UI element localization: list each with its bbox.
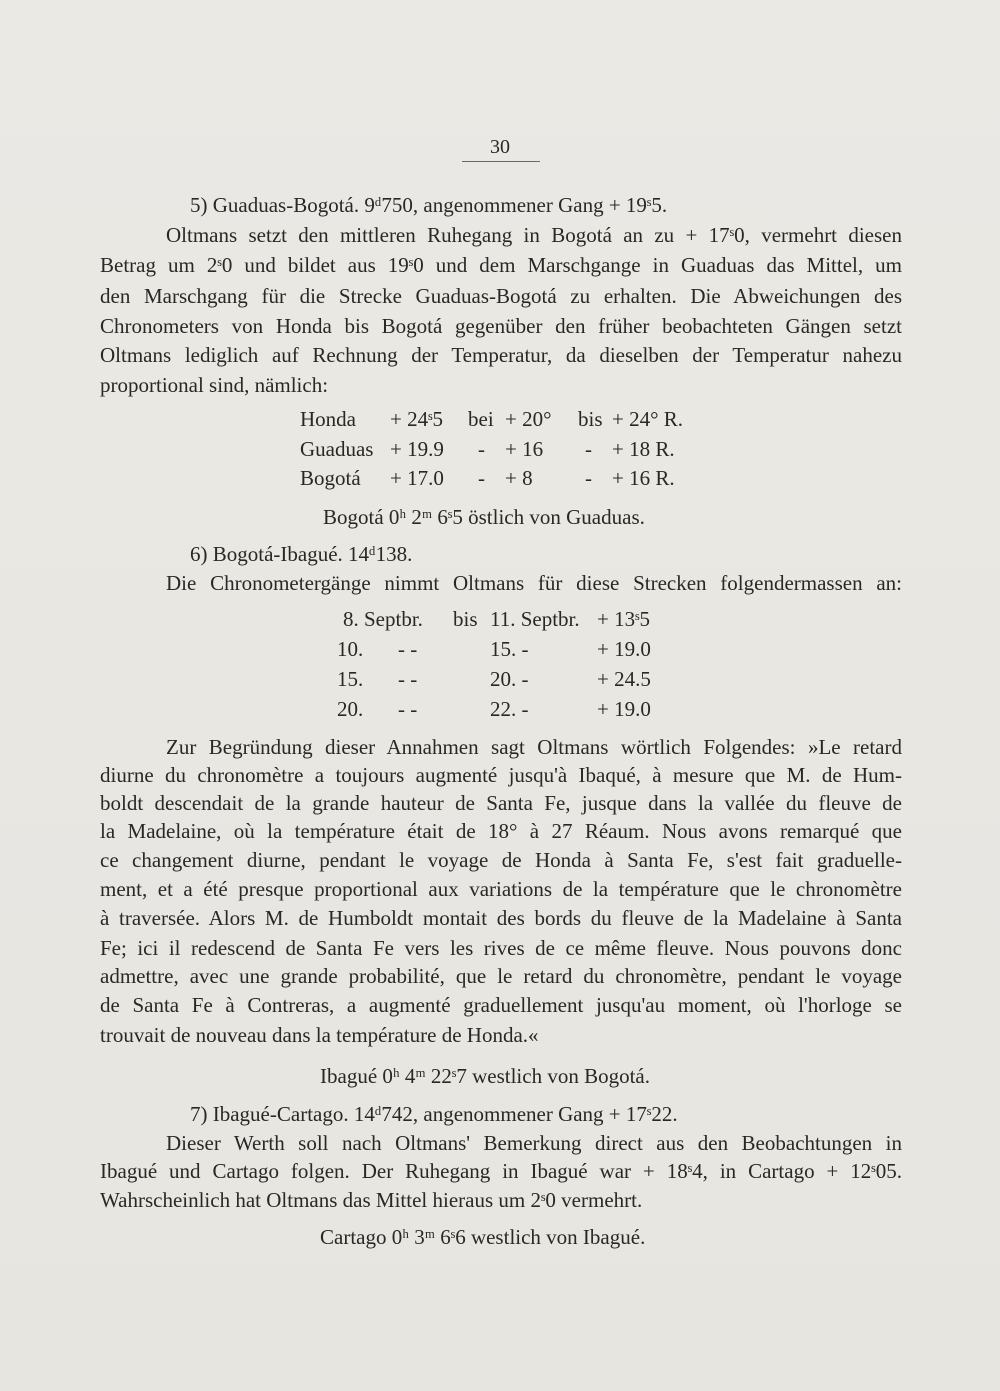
from-cell: 20. <box>337 697 364 721</box>
section-5-heading: 5) Guaduas-Bogotá. 9ᵈ750, angenommener Gang + 19ˢ5. <box>190 193 668 217</box>
section-5-line-3: den Marschgang für die Strecke Guaduas-Bogotá zu erhalten. Die Abweichungen des <box>100 284 902 308</box>
to-cell: 15. - <box>490 637 529 661</box>
section-6-line-7: à traversée. Alors M. de Humboldt montait des bords du fleuve de la Madelaine à Santa <box>100 906 902 930</box>
section-5-line-1: Oltmans setzt den mittleren Ruhegang in Bogotá an zu + 17ˢ0, vermehrt diesen <box>166 223 902 247</box>
from-cell: 10. <box>337 637 364 661</box>
bis-cell: bis <box>453 607 478 631</box>
place-cell: Bogotá <box>300 466 361 490</box>
to-cell: 22. - <box>490 697 529 721</box>
place-cell: Guaduas <box>300 437 374 461</box>
to-cell: 20. - <box>490 667 529 691</box>
bis-cell: - - <box>398 667 418 691</box>
gang-cell: + 19.0 <box>597 637 651 661</box>
bis-cell: bis <box>578 407 603 431</box>
section-6-heading: 6) Bogotá-Ibagué. 14ᵈ138. <box>190 542 413 566</box>
temp-from-cell: + 8 <box>505 466 533 490</box>
header-rule <box>462 161 540 162</box>
section-7-line-3: Wahrscheinlich hat Oltmans das Mittel hieraus um 2ˢ0 vermehrt. <box>100 1188 643 1212</box>
to-cell: 11. Septbr. <box>490 607 580 631</box>
section-7-heading: 7) Ibagué-Cartago. 14ᵈ742, angenommener Gang + 17ˢ22. <box>190 1102 678 1126</box>
section-5-line-4: Chronometers von Honda bis Bogotá gegenüber den früher beobachteten Gängen setzt <box>100 314 902 338</box>
from-cell: 8. Septbr. <box>343 607 423 631</box>
section-6-line-1: Zur Begründung dieser Annahmen sagt Oltmans wörtlich Folgendes: »Le retard <box>166 735 902 759</box>
gang-cell: + 24.5 <box>597 667 651 691</box>
section-6-line-8: Fe; ici il redescend de Santa Fe vers les rives de ce même fleuve. Nous pouvons donc <box>100 936 902 960</box>
temp-to-cell: + 24° R. <box>612 407 683 431</box>
place-cell: Honda <box>300 407 356 431</box>
temp-from-cell: + 16 <box>505 437 544 461</box>
gang-cell: + 19.0 <box>597 697 651 721</box>
temp-to-cell: + 16 R. <box>612 466 675 490</box>
section-7-line-2: Ibagué und Cartago folgen. Der Ruhegang in Ibagué war + 18ˢ4, in Cartago + 12ˢ05. <box>100 1159 902 1183</box>
gang-cell: + 13ˢ5 <box>597 607 651 631</box>
bei-cell: bei <box>468 407 494 431</box>
page-number: 30 <box>490 136 510 158</box>
gang-cell: + 17.0 <box>390 466 444 490</box>
section-7-line-1: Dieser Werth soll nach Oltmans' Bemerkung direct aus den Beobachtungen in <box>166 1131 902 1155</box>
gang-cell: + 24ˢ5 <box>390 407 444 431</box>
section-6-line-4: la Madelaine, où la température était de 18° à 27 Réaum. Nous avons remarqué que <box>100 819 902 843</box>
temp-to-cell: + 18 R. <box>612 437 675 461</box>
bis-cell: - - <box>398 637 418 661</box>
section-5-line-2: Betrag um 2ˢ0 und bildet aus 19ˢ0 und dem Marschgange in Guaduas das Mittel, um <box>100 253 902 277</box>
bis-cell: - <box>585 466 592 490</box>
temp-from-cell: + 20° <box>505 407 552 431</box>
from-cell: 15. <box>337 667 364 691</box>
section-6-line-3: boldt descendait de la grande hauteur de Santa Fe, jusque dans la vallée du fleuve de <box>100 791 902 815</box>
section-6-line-10: de Santa Fe à Contreras, a augmenté graduellement jusqu'au moment, où l'horloge se <box>100 993 902 1017</box>
section-5-line-6: proportional sind, nämlich: <box>100 373 329 397</box>
section-6-line-11: trouvait de nouveau dans la température de Honda.« <box>100 1023 539 1047</box>
bei-cell: - <box>478 466 485 490</box>
section-5-result: Bogotá 0ʰ 2ᵐ 6ˢ5 östlich von Guaduas. <box>323 505 645 529</box>
gang-cell: + 19.9 <box>390 437 444 461</box>
section-6-line-9: admettre, avec une grande probabilité, que le retard du chronomètre, pendant le voyage <box>100 964 902 988</box>
section-6-result: Ibagué 0ʰ 4ᵐ 22ˢ7 westlich von Bogotá. <box>320 1064 651 1088</box>
bei-cell: - <box>478 437 485 461</box>
bis-cell: - <box>585 437 592 461</box>
section-6-line-5: ce changement diurne, pendant le voyage de Honda à Santa Fe, s'est fait graduelle- <box>100 848 902 872</box>
section-7-result: Cartago 0ʰ 3ᵐ 6ˢ6 westlich von Ibagué. <box>320 1225 646 1249</box>
bis-cell: - - <box>398 697 418 721</box>
section-6-line-2: diurne du chronomètre a toujours augmenté jusqu'à Ibaqué, à mesure que M. de Hum- <box>100 763 902 787</box>
section-6-line-6: ment, et a été presque proportional aux variations de la température que le chronomètre <box>100 877 902 901</box>
section-6-intro: Die Chronometergänge nimmt Oltmans für diese Strecken folgendermassen an: <box>166 571 902 595</box>
section-5-line-5: Oltmans lediglich auf Rechnung der Temperatur, da dieselben der Temperatur nahezu <box>100 343 902 367</box>
